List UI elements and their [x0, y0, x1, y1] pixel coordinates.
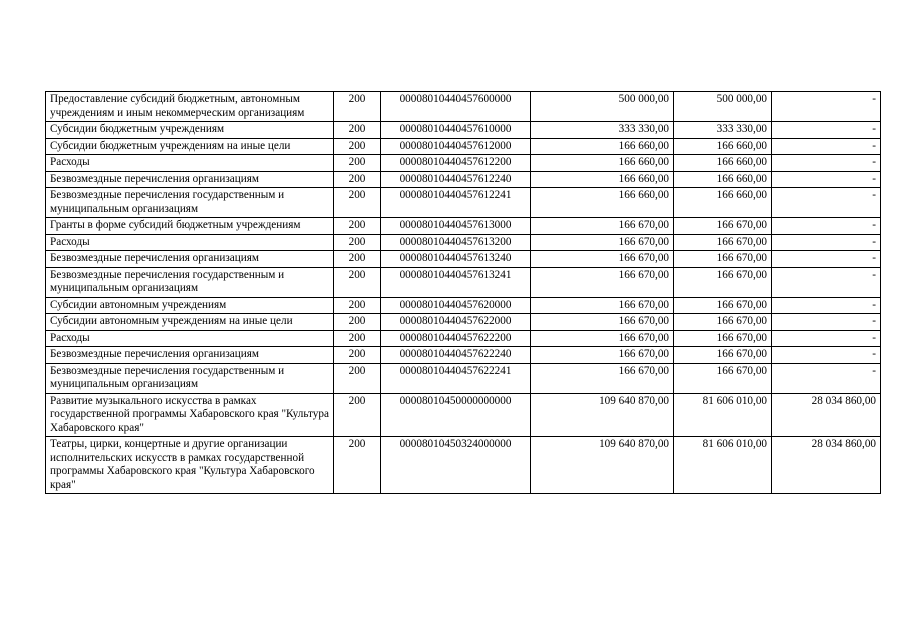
row-name-cell: Субсидии бюджетным учреждениям на иные цели	[46, 138, 334, 155]
row-code-cell: 200	[334, 393, 381, 437]
row-value-3-cell: -	[772, 234, 881, 251]
row-name-cell: Расходы	[46, 234, 334, 251]
table-row	[46, 251, 881, 268]
row-value-1-cell: 166 670,00	[531, 297, 674, 314]
row-value-2-cell: 500 000,00	[674, 92, 772, 122]
row-value-3-cell: -	[772, 138, 881, 155]
row-value-2-cell: 166 660,00	[674, 171, 772, 188]
budget-table-body	[46, 92, 881, 494]
row-name-cell: Безвозмездные перечисления государственным и муниципальным организациям	[46, 363, 334, 393]
row-code-cell: 200	[334, 155, 381, 172]
table-row	[46, 347, 881, 364]
row-value-3-cell: 28 034 860,00	[772, 437, 881, 494]
row-value-2-cell: 166 660,00	[674, 155, 772, 172]
table-row	[46, 267, 881, 297]
table-row	[46, 218, 881, 235]
row-code-cell: 200	[334, 122, 381, 139]
row-value-2-cell: 166 670,00	[674, 347, 772, 364]
row-value-3-cell: -	[772, 330, 881, 347]
table-row	[46, 330, 881, 347]
table-row	[46, 437, 881, 494]
row-value-1-cell: 166 660,00	[531, 138, 674, 155]
row-value-2-cell: 81 606 010,00	[674, 393, 772, 437]
row-value-1-cell: 109 640 870,00	[531, 437, 674, 494]
row-name-cell: Расходы	[46, 155, 334, 172]
row-code-cell: 200	[334, 347, 381, 364]
row-code-cell: 200	[334, 188, 381, 218]
table-row	[46, 363, 881, 393]
row-name-cell: Безвозмездные перечисления государственным и муниципальным организациям	[46, 267, 334, 297]
row-value-2-cell: 166 670,00	[674, 363, 772, 393]
table-row	[46, 92, 881, 122]
row-value-2-cell: 81 606 010,00	[674, 437, 772, 494]
row-value-3-cell: -	[772, 92, 881, 122]
row-name-cell: Театры, цирки, концертные и другие организации исполнительских искусств в рамках государственной программы Хабаровского края "Культура Хабаровского края"	[46, 437, 334, 494]
row-value-1-cell: 500 000,00	[531, 92, 674, 122]
row-name-cell: Предоставление субсидий бюджетным, автономным учреждениям и иным некоммерческим организациям	[46, 92, 334, 122]
row-classification-cell: 00008010440457613000	[381, 218, 531, 235]
row-value-1-cell: 166 670,00	[531, 218, 674, 235]
row-value-1-cell: 333 330,00	[531, 122, 674, 139]
row-name-cell: Субсидии автономным учреждениям на иные цели	[46, 314, 334, 331]
row-classification-cell: 00008010440457610000	[381, 122, 531, 139]
row-value-3-cell: -	[772, 218, 881, 235]
row-value-2-cell: 166 670,00	[674, 267, 772, 297]
row-value-1-cell: 166 670,00	[531, 314, 674, 331]
row-value-2-cell: 166 660,00	[674, 138, 772, 155]
row-value-2-cell: 166 670,00	[674, 297, 772, 314]
row-classification-cell: 00008010440457622240	[381, 347, 531, 364]
row-classification-cell: 00008010440457600000	[381, 92, 531, 122]
table-row	[46, 393, 881, 437]
row-code-cell: 200	[334, 218, 381, 235]
row-code-cell: 200	[334, 92, 381, 122]
row-value-1-cell: 166 670,00	[531, 234, 674, 251]
row-value-3-cell: -	[772, 155, 881, 172]
row-code-cell: 200	[334, 234, 381, 251]
row-classification-cell: 00008010440457613241	[381, 267, 531, 297]
row-value-3-cell: -	[772, 171, 881, 188]
row-code-cell: 200	[334, 267, 381, 297]
budget-table	[45, 91, 881, 494]
row-name-cell: Субсидии бюджетным учреждениям	[46, 122, 334, 139]
row-value-2-cell: 166 670,00	[674, 234, 772, 251]
row-code-cell: 200	[334, 437, 381, 494]
row-name-cell: Субсидии автономным учреждениям	[46, 297, 334, 314]
row-name-cell: Безвозмездные перечисления организациям	[46, 251, 334, 268]
row-code-cell: 200	[334, 138, 381, 155]
row-value-3-cell: -	[772, 188, 881, 218]
row-value-1-cell: 109 640 870,00	[531, 393, 674, 437]
row-value-1-cell: 166 660,00	[531, 188, 674, 218]
table-row	[46, 171, 881, 188]
row-value-1-cell: 166 660,00	[531, 155, 674, 172]
row-code-cell: 200	[334, 171, 381, 188]
row-classification-cell: 00008010450000000000	[381, 393, 531, 437]
table-row	[46, 188, 881, 218]
row-classification-cell: 00008010440457613200	[381, 234, 531, 251]
row-value-1-cell: 166 670,00	[531, 251, 674, 268]
table-row	[46, 234, 881, 251]
row-value-2-cell: 166 670,00	[674, 314, 772, 331]
row-value-1-cell: 166 670,00	[531, 330, 674, 347]
row-name-cell: Безвозмездные перечисления организациям	[46, 347, 334, 364]
row-value-1-cell: 166 670,00	[531, 347, 674, 364]
row-value-3-cell: -	[772, 122, 881, 139]
row-value-3-cell: -	[772, 251, 881, 268]
table-row	[46, 122, 881, 139]
row-value-1-cell: 166 670,00	[531, 267, 674, 297]
row-value-2-cell: 333 330,00	[674, 122, 772, 139]
table-row	[46, 155, 881, 172]
row-code-cell: 200	[334, 297, 381, 314]
row-value-3-cell: 28 034 860,00	[772, 393, 881, 437]
table-row	[46, 138, 881, 155]
row-classification-cell: 00008010440457612240	[381, 171, 531, 188]
row-name-cell: Развитие музыкального искусства в рамках государственной программы Хабаровского края "Культура Хабаровского края"	[46, 393, 334, 437]
row-name-cell: Гранты в форме субсидий бюджетным учреждениям	[46, 218, 334, 235]
row-value-3-cell: -	[772, 314, 881, 331]
row-value-2-cell: 166 660,00	[674, 188, 772, 218]
row-value-3-cell: -	[772, 267, 881, 297]
row-classification-cell: 00008010440457612241	[381, 188, 531, 218]
row-classification-cell: 00008010440457612200	[381, 155, 531, 172]
row-code-cell: 200	[334, 363, 381, 393]
row-value-3-cell: -	[772, 363, 881, 393]
row-classification-cell: 00008010450324000000	[381, 437, 531, 494]
row-value-1-cell: 166 660,00	[531, 171, 674, 188]
row-classification-cell: 00008010440457622000	[381, 314, 531, 331]
row-name-cell: Безвозмездные перечисления организациям	[46, 171, 334, 188]
row-value-1-cell: 166 670,00	[531, 363, 674, 393]
row-classification-cell: 00008010440457613240	[381, 251, 531, 268]
row-value-3-cell: -	[772, 347, 881, 364]
row-value-2-cell: 166 670,00	[674, 251, 772, 268]
row-code-cell: 200	[334, 251, 381, 268]
row-value-3-cell: -	[772, 297, 881, 314]
row-value-2-cell: 166 670,00	[674, 218, 772, 235]
row-name-cell: Безвозмездные перечисления государственным и муниципальным организациям	[46, 188, 334, 218]
table-row	[46, 314, 881, 331]
row-value-2-cell: 166 670,00	[674, 330, 772, 347]
row-classification-cell: 00008010440457622241	[381, 363, 531, 393]
row-name-cell: Расходы	[46, 330, 334, 347]
row-classification-cell: 00008010440457612000	[381, 138, 531, 155]
row-code-cell: 200	[334, 314, 381, 331]
row-classification-cell: 00008010440457620000	[381, 297, 531, 314]
row-classification-cell: 00008010440457622200	[381, 330, 531, 347]
row-code-cell: 200	[334, 330, 381, 347]
table-row	[46, 297, 881, 314]
